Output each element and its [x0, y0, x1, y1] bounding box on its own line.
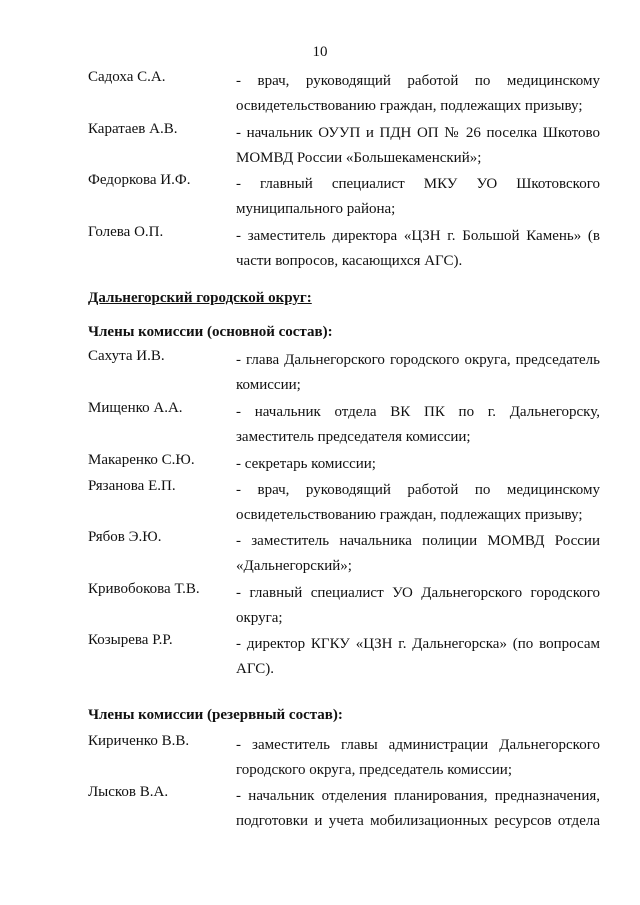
role-line: - заместитель директора «ЦЗН г. Большой Камень» (в: [236, 228, 600, 244]
reserve-members-title: Члены комиссии (резервный состав):: [88, 707, 343, 723]
role-line: городского округа, председатель комиссии;: [236, 762, 512, 778]
member-name: Лысков В.А.: [88, 784, 169, 800]
member-name: Кривобокова Т.В.: [88, 581, 200, 597]
role-line: - секретарь комиссии;: [236, 456, 376, 472]
role-line: - начальник отделения планирования, предназначения,: [236, 788, 600, 804]
member-role: [236, 529, 600, 579]
role-line: комиссии;: [236, 377, 301, 393]
role-line: - начальник ОУУП и ПДН ОП № 26 поселка Шкотово: [236, 125, 600, 141]
member-name: Макаренко С.Ю.: [88, 452, 195, 468]
member-name: Козырева Р.Р.: [88, 632, 173, 648]
member-role: [236, 478, 600, 528]
member-name: Мищенко А.А.: [88, 400, 183, 416]
role-line: заместитель председателя комиссии;: [236, 429, 471, 445]
main-members-title: Члены комиссии (основной состав):: [88, 324, 333, 340]
role-line: муниципального района;: [236, 201, 396, 217]
role-line: - главный специалист МКУ УО Шкотовского: [236, 176, 600, 192]
role-line: подготовки и учета мобилизационных ресурсов отдела: [236, 813, 600, 829]
role-line: МОМВД России «Большекаменский»;: [236, 150, 482, 166]
member-role: [236, 784, 600, 834]
role-line: освидетельствованию граждан, подлежащих призыву;: [236, 507, 583, 523]
role-line: - директор КГКУ «ЦЗН г. Дальнегорска» (по вопросам: [236, 636, 600, 652]
member-role: [236, 632, 600, 682]
role-line: - заместитель главы администрации Дальнегорского: [236, 737, 600, 753]
role-line: «Дальнегорский»;: [236, 558, 352, 574]
member-role: [236, 172, 600, 222]
role-line: - врач, руководящий работой по медицинскому: [236, 482, 600, 498]
page-number: 10: [312, 44, 328, 60]
member-role: [236, 69, 600, 119]
member-name: Сахута И.В.: [88, 348, 165, 364]
role-line: - начальник отдела ВК ПК по г. Дальнегорску,: [236, 404, 600, 420]
role-line: - заместитель начальника полиции МОМВД России: [236, 533, 600, 549]
member-name: Рябов Э.Ю.: [88, 529, 162, 545]
role-line: - врач, руководящий работой по медицинскому: [236, 73, 600, 89]
role-line: освидетельствованию граждан, подлежащих призыву;: [236, 98, 583, 114]
member-name: Рязанова Е.П.: [88, 478, 176, 494]
member-role: [236, 121, 600, 171]
member-role: [236, 733, 600, 783]
member-role: [236, 452, 600, 477]
member-role: [236, 348, 600, 398]
member-name: Федоркова И.Ф.: [88, 172, 191, 188]
role-line: - главный специалист УО Дальнегорского городского: [236, 585, 600, 601]
member-role: [236, 400, 600, 450]
member-name: Кириченко В.В.: [88, 733, 190, 749]
district-title: Дальнегорский городской округ:: [88, 290, 312, 306]
member-name: Каратаев А.В.: [88, 121, 178, 137]
member-name: Садоха С.А.: [88, 69, 166, 85]
member-name: Голева О.П.: [88, 224, 164, 240]
member-role: [236, 581, 600, 631]
member-role: [236, 224, 600, 274]
role-line: АГС).: [236, 661, 275, 677]
role-line: части вопросов, касающихся АГС).: [236, 253, 463, 269]
role-line: округа;: [236, 610, 283, 626]
role-line: - глава Дальнегорского городского округа, председатель: [236, 352, 600, 368]
